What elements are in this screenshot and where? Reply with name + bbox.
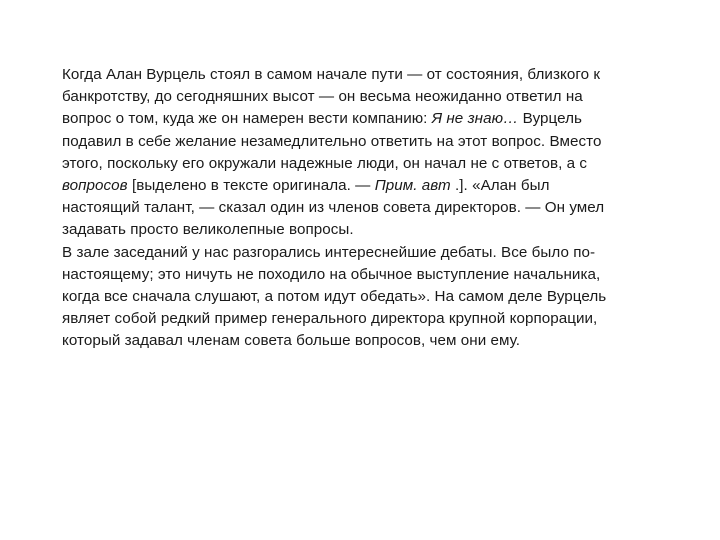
text-line — [62, 108, 662, 130]
italic-text-run: Я не знаю… — [431, 110, 519, 128]
text-run: настоящему; это ничуть не походило на обычное выступление начальника, — [62, 265, 601, 283]
text-line — [62, 264, 662, 286]
text-run: задавать просто великолепные вопросы. — [62, 221, 354, 239]
text-run: когда все сначала слушают, а потом идут обедать». На самом деле Вурцель — [62, 288, 607, 306]
text-line — [62, 219, 662, 241]
text-run: этого, поскольку его окружали надежные люди, он начал не с ответов, а с — [62, 154, 588, 172]
text-run: который задавал членам совета больше вопросов, чем они ему. — [62, 332, 521, 350]
text-line — [62, 286, 662, 308]
text-line — [62, 308, 662, 330]
text-run: .]. «Алан был — [450, 177, 550, 195]
text-line — [62, 197, 662, 219]
text-run: настоящий талант, — сказал один из членов совета директоров. — Он умел — [62, 199, 605, 217]
text-line — [62, 153, 662, 175]
text-run: подавил в себе желание незамедлительно ответить на этот вопрос. Вместо — [62, 132, 602, 150]
text-run: [выделено в тексте оригинала. — — [127, 177, 375, 195]
text-run: Когда Алан Вурцель стоял в самом начале пути — от состояния, близкого к — [62, 66, 601, 83]
text-line — [62, 330, 662, 352]
italic-text-run: вопросов — [62, 177, 128, 195]
text-line — [62, 86, 662, 108]
text-line — [62, 175, 662, 197]
text-run: В зале заседаний у нас разгорались интереснейшие дебаты. Все было по- — [62, 243, 596, 261]
text-run: являет собой редкий пример генерального директора крупной корпорации, — [62, 310, 598, 328]
text-run: вопрос о том, куда же он намерен вести компанию: — [62, 110, 432, 128]
text-line — [62, 131, 662, 153]
text-line — [62, 64, 662, 86]
body-text — [62, 64, 662, 353]
text-run: Вурцель — [518, 110, 582, 128]
italic-text-run: Прим. авт — [374, 177, 451, 195]
text-line — [62, 242, 662, 264]
text-run: банкротству, до сегодняшних высот — он весьма неожиданно ответил на — [62, 88, 583, 106]
